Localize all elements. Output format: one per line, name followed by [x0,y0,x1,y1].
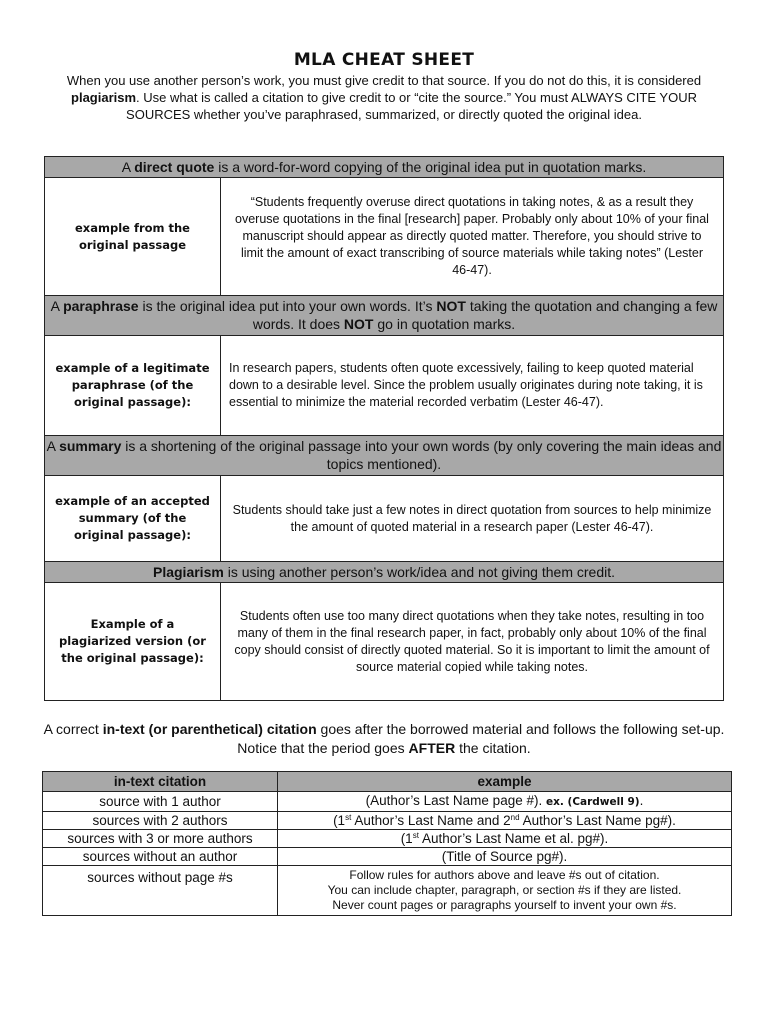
heading-term: NOT [436,298,466,314]
note-text: goes after the borrowed material and follows the following set-up. Notice that the period goes [237,721,725,756]
heading-text: is the original idea put into your own words. It’s [138,298,437,314]
citation-example: (Title of Source pg#). [278,848,732,866]
example-line: Never count pages or paragraphs yourself to invent your own #s. [332,898,677,912]
heading-text: is a shortening of the original passage into your own words (by only covering the main ideas and topics mentioned). [121,438,722,472]
table-row [43,830,732,848]
citation-example [278,792,732,812]
citation-note [40,720,728,758]
summary-example: Students should take just a few notes in direct quotation from sources to help minimize the amount of quoted material in a research paper (Lester 46-47). [232,502,712,534]
citation-example [278,866,732,916]
summary-row [45,476,723,562]
summary-label: example of an accepted summary (of the original passage): [45,476,221,561]
heading-term: paraphrase [63,298,139,314]
heading-text: is using another person’s work/idea and not giving them credit. [223,564,615,580]
intro-text: . Use what is called a citation to give credit to or “cite the source.” You must ALWAYS CITE YOUR SOURCES whether you’ve paraphrased, summarized, or directly quoted the original idea. [126,90,697,122]
heading-text: A [46,438,60,454]
example-text: (1 [400,831,413,846]
table-row [43,792,732,812]
intro-paragraph [50,72,718,123]
example-sample: ex. (Cardwell 9) [545,796,640,808]
citation-type: sources with 2 authors [43,812,278,830]
table-row [43,848,732,866]
citation-example [278,812,732,830]
plagiarism-label: Example of a plagiarized version (or the original passage): [45,583,221,700]
heading-term: NOT [343,316,374,332]
ordinal-suffix: nd [510,813,520,822]
direct-quote-label: example from the original passage [45,178,221,295]
table-row [43,812,732,830]
paraphrase-row [45,336,723,436]
ordinal-suffix: st [412,831,419,840]
citation-type: sources with 3 or more authors [43,830,278,848]
citation-type: sources without page #s [43,866,278,916]
paraphrase-label: example of a legitimate paraphrase (of the original passage): [45,336,221,435]
column-header: in-text citation [43,772,278,792]
direct-quote-example: “Students frequently overuse direct quotations in taking notes, & as a result they overuse quotations in the final [research] paper. Probably only about 10% of your final manuscript should appear as directly quoted matter. Therefore, you should strive to limit the amount of exact transcribing of source materials while taking notes” (Lester 46-47). [235,195,709,277]
heading-text: A [50,298,64,314]
note-text: A correct [43,721,103,737]
citation-type: source with 1 author [43,792,278,812]
heading-term: summary [59,438,122,454]
ordinal-suffix: st [345,813,352,822]
table-header-row [43,772,732,792]
citation-type: sources without an author [43,848,278,866]
example-text: (1 [333,813,346,828]
heading-text: taking the quotation and changing a few words. It does [252,298,718,332]
intro-bold: plagiarism [71,90,137,105]
note-text: the citation. [455,740,531,756]
plagiarism-heading [45,562,723,583]
example-text: (Author’s Last Name page #). [365,793,546,808]
plagiarism-row [45,583,723,700]
intro-text: When you use another person’s work, you must give credit to that source. If you do not do this, it is considered [66,73,702,88]
citation-example [278,830,732,848]
example-text: Author’s Last Name pg#). [519,813,676,828]
definitions-table [44,156,724,701]
example-line: You can include chapter, paragraph, or section #s if they are listed. [327,883,682,897]
paraphrase-example: In research papers, students often quote excessively, failing to keep quoted material down to a desirable level. Since the problem usually originates during note taking, it is essential to minimize the material recorded verbatim (Lester 46-47). [229,361,703,409]
table-row [43,866,732,916]
column-header: example [278,772,732,792]
heading-term: direct quote [134,159,215,175]
example-text: Author’s Last Name et al. pg#). [418,831,609,846]
heading-text: go in quotation marks. [373,316,516,332]
citation-table [42,771,732,916]
page-title: MLA CHEAT SHEET [293,50,475,70]
example-line: Follow rules for authors above and leave #s out of citation. [349,868,660,882]
heading-text: A [121,159,135,175]
note-term: in-text (or parenthetical) citation [102,721,317,737]
direct-quote-row [45,178,723,296]
example-text: Author’s Last Name and 2 [351,813,511,828]
paraphrase-heading [45,296,723,336]
example-text: . [639,793,644,808]
heading-term: Plagiarism [152,564,224,580]
plagiarism-example: Students often use too many direct quotations when they take notes, resulting in too many of them in the final research paper, in fact, probably only about 10% of the final copy should consist of directly quoted material. So it is important to limit the amount of source material copied while taking notes. [234,608,710,674]
note-term: AFTER [408,740,456,756]
direct-quote-heading [45,157,723,178]
summary-heading [45,436,723,476]
heading-text: is a word-for-word copying of the original idea put in quotation marks. [214,159,647,175]
